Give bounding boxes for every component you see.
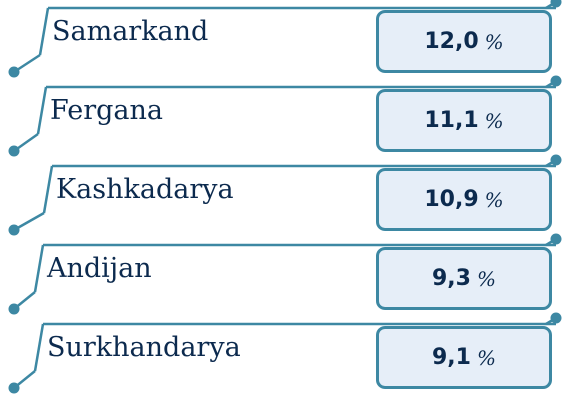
region-name: Surkhandarya (47, 332, 241, 363)
connector-dot (9, 146, 20, 157)
connector-dot (9, 304, 20, 315)
percent-sign: % (484, 108, 504, 133)
value-box (376, 247, 552, 310)
value-box (376, 326, 552, 389)
connector-dot (551, 76, 562, 87)
percent-sign: % (476, 266, 496, 291)
value-label: 9,1 (432, 345, 471, 370)
value-box (376, 89, 552, 152)
value-label: 10,9 (424, 187, 479, 212)
region-name: Andijan (47, 253, 152, 284)
connector-dot (9, 383, 20, 394)
connector-dot (551, 313, 562, 324)
connector-dot (551, 0, 562, 8)
value-label: 12,0 (424, 29, 479, 54)
value-box (376, 168, 552, 231)
connector-dot (9, 225, 20, 236)
connector-dot (551, 234, 562, 245)
region-name: Fergana (50, 95, 164, 126)
percent-sign: % (484, 187, 504, 212)
value-label: 9,3 (432, 266, 471, 291)
percent-sign: % (484, 29, 504, 54)
region-name: Samarkand (52, 16, 209, 47)
connector-dot (9, 67, 20, 78)
connector-dot (551, 155, 562, 166)
value-box (376, 10, 552, 73)
region-name: Kashkadarya (56, 174, 234, 205)
value-label: 11,1 (424, 108, 479, 133)
percent-sign: % (476, 345, 496, 370)
